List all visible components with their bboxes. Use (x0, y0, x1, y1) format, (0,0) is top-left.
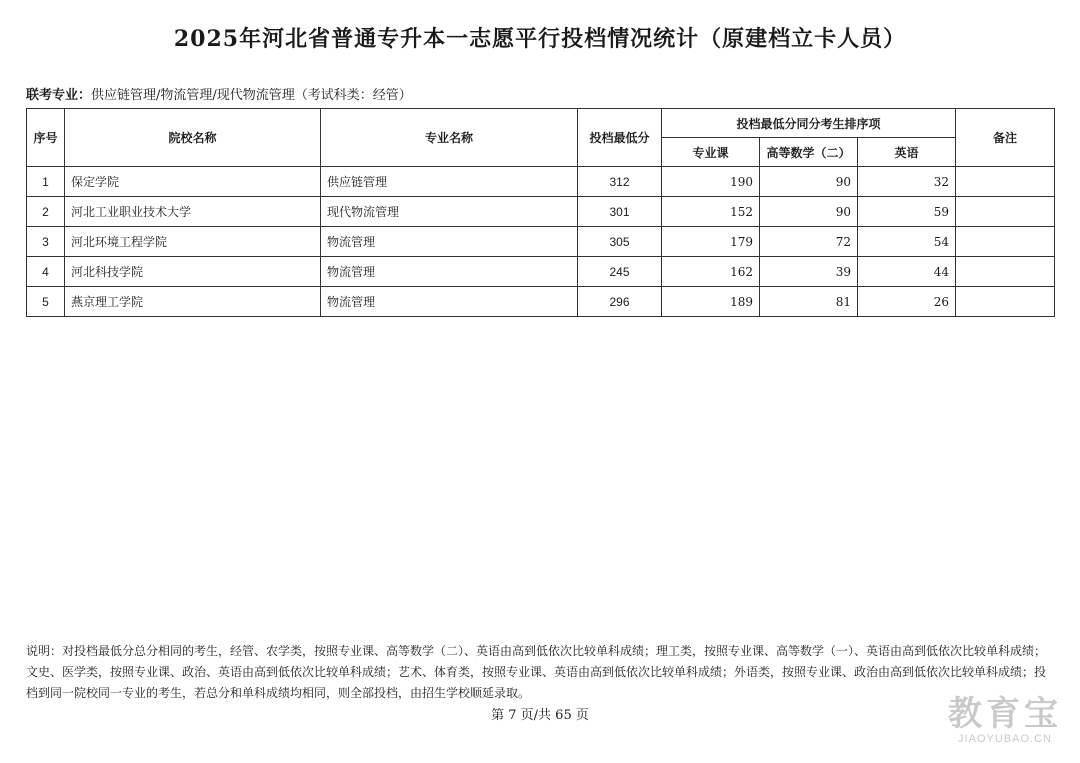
cell-major-course: 189 (662, 287, 760, 317)
cell-school: 河北环境工程学院 (65, 227, 321, 257)
cell-remark (956, 227, 1055, 257)
table-row (27, 197, 1055, 227)
table-row (27, 287, 1055, 317)
cell-remark (956, 287, 1055, 317)
cell-min-score: 296 (578, 287, 662, 317)
admission-table (26, 108, 1055, 317)
footnote: 说明：对投档最低分总分相同的考生，经管、农学类，按照专业课、高等数学（二）、英语由高到低依次比较单科成绩；理工类，按照专业课、高等数学（一）、英语由高到低依次比较单科成绩；文史、医学类，按照专业课、政治、英语由高到低依次比较单科成绩；艺术、体育类，按照专业课、英语由高到低依次比较单科成绩；外语类，按照专业课、政治由高到低依次比较单科成绩；投档到同一院校同一专业的考生，若总分和单科成绩均相同，则全部投档，由招生学校顺延录取。 (26, 644, 1047, 700)
cell-math: 81 (760, 287, 858, 317)
major-value: 供应链管理/物流管理/现代物流管理（考试科类：经管） (91, 88, 412, 103)
cell-remark (956, 167, 1055, 197)
cell-math: 90 (760, 167, 858, 197)
cell-min-score: 301 (578, 197, 662, 227)
cell-school: 河北工业职业技术大学 (65, 197, 321, 227)
cell-english: 59 (858, 197, 956, 227)
header-english: 英语 (858, 138, 956, 167)
cell-math: 72 (760, 227, 858, 257)
cell-index: 3 (27, 227, 65, 257)
cell-index: 2 (27, 197, 65, 227)
cell-index: 4 (27, 257, 65, 287)
cell-min-score: 245 (578, 257, 662, 287)
table-row (27, 257, 1055, 287)
header-school: 院校名称 (65, 109, 321, 167)
major-label: 联考专业： (26, 88, 92, 103)
watermark-sub: JIAOYUBAO.CN (958, 733, 1052, 745)
header-tiebreak-group: 投档最低分同分考生排序项 (662, 109, 956, 138)
cell-index: 1 (27, 167, 65, 197)
header-major: 专业名称 (321, 109, 578, 167)
cell-major-course: 152 (662, 197, 760, 227)
cell-major: 物流管理 (321, 257, 578, 287)
cell-english: 26 (858, 287, 956, 317)
cell-school: 保定学院 (65, 167, 321, 197)
major-line (26, 84, 412, 103)
watermark-main: 教育宝 (948, 694, 1062, 734)
cell-english: 32 (858, 167, 956, 197)
cell-major: 现代物流管理 (321, 197, 578, 227)
cell-math: 39 (760, 257, 858, 287)
document-title: 2025年河北省普通专升本一志愿平行投档情况统计（原建档立卡人员） (173, 26, 907, 52)
cell-major: 物流管理 (321, 287, 578, 317)
table-row (27, 167, 1055, 197)
cell-major: 供应链管理 (321, 167, 578, 197)
page-number: 第 7 页/共 65 页 (491, 708, 589, 723)
header-math: 高等数学（二） (760, 138, 858, 167)
cell-major: 物流管理 (321, 227, 578, 257)
cell-major-course: 162 (662, 257, 760, 287)
cell-remark (956, 257, 1055, 287)
cell-major-course: 190 (662, 167, 760, 197)
watermark-logo (948, 695, 1062, 745)
cell-school: 燕京理工学院 (65, 287, 321, 317)
cell-english: 44 (858, 257, 956, 287)
header-major-course: 专业课 (662, 138, 760, 167)
header-min-score: 投档最低分 (578, 109, 662, 167)
cell-index: 5 (27, 287, 65, 317)
cell-math: 90 (760, 197, 858, 227)
header-index: 序号 (27, 109, 65, 167)
cell-min-score: 305 (578, 227, 662, 257)
table-row (27, 227, 1055, 257)
cell-school: 河北科技学院 (65, 257, 321, 287)
cell-min-score: 312 (578, 167, 662, 197)
cell-major-course: 179 (662, 227, 760, 257)
header-remark: 备注 (956, 109, 1055, 167)
cell-english: 54 (858, 227, 956, 257)
cell-remark (956, 197, 1055, 227)
